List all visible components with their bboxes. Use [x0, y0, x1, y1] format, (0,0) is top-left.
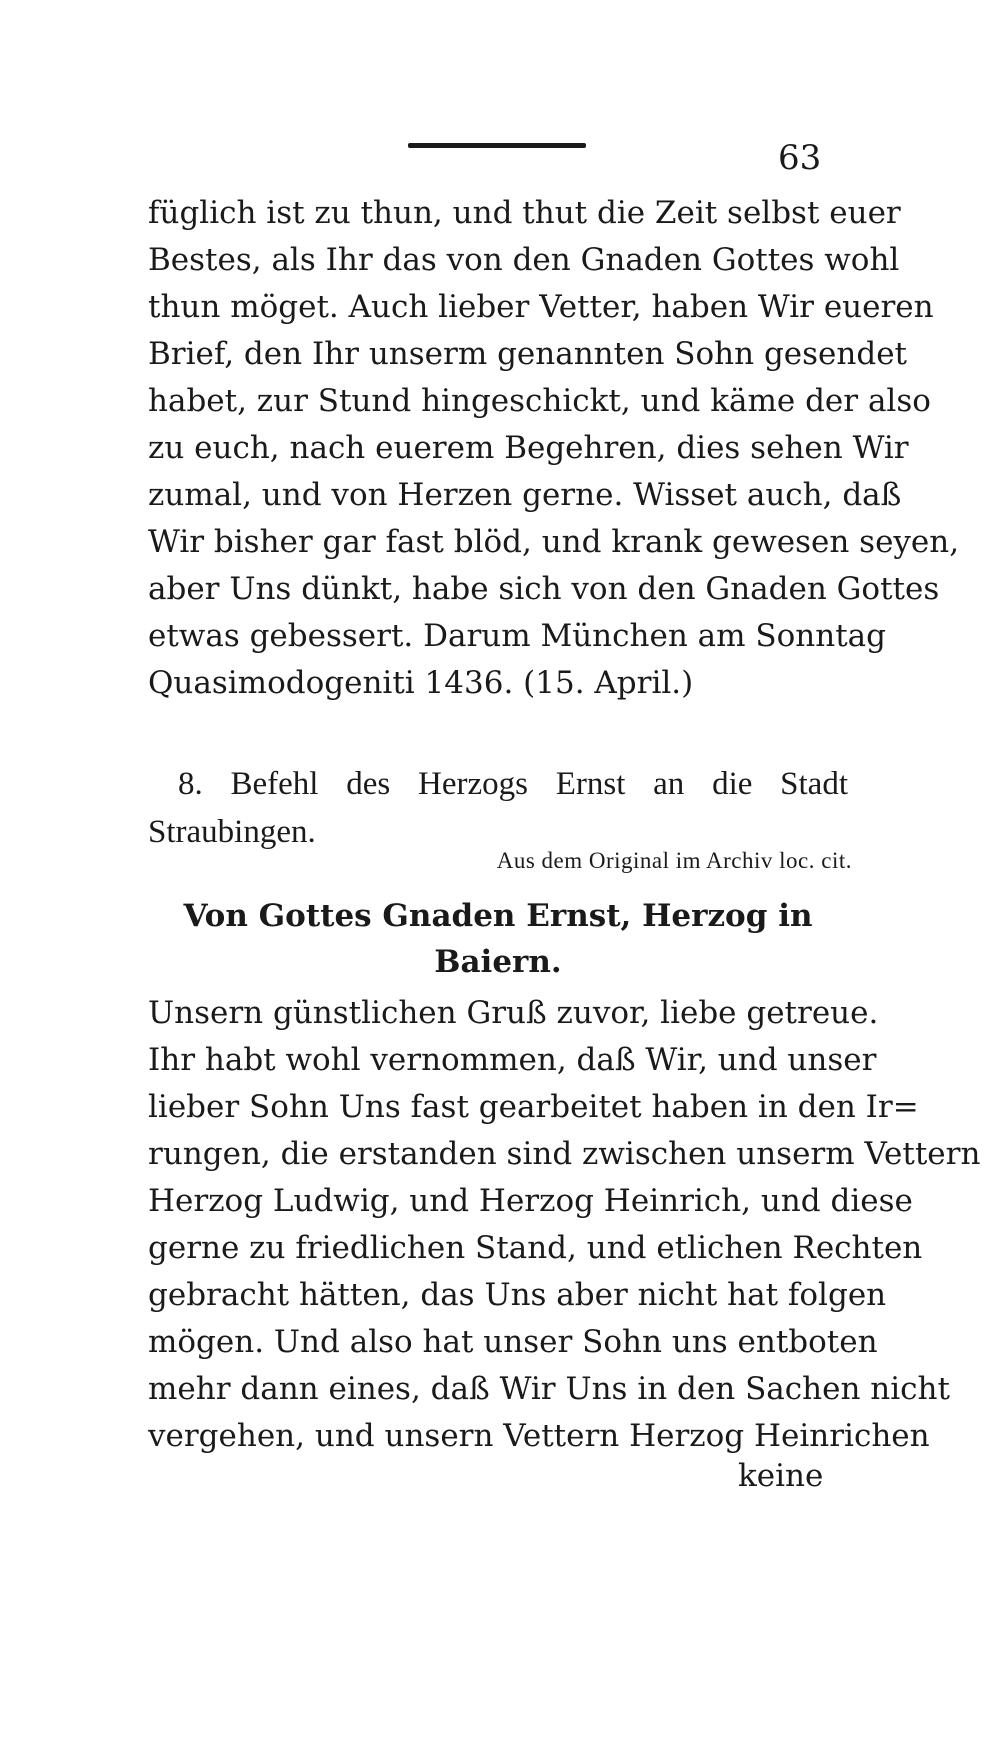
text-line: aber Uns dünkt, habe sich von den Gnaden Gottes: [148, 571, 940, 607]
text-line: zumal, und von Herzen gerne. Wisset auch, daß: [148, 477, 902, 513]
text-line: habet, zur Stund hingeschickt, und käme der also: [148, 383, 931, 419]
text-line: rungen, die erstanden sind zwischen unserm Vettern: [148, 1136, 981, 1172]
text-line: gerne zu friedlichen Stand, und etlichen Rechten: [148, 1230, 923, 1266]
section-heading: [148, 760, 848, 856]
text-line: lieber Sohn Uns fast gearbeitet haben in den Ir=: [148, 1089, 919, 1125]
text-line: etwas gebessert. Darum München am Sonntag: [148, 618, 886, 654]
text-line: Ihr habt wohl vernommen, daß Wir, und unser: [148, 1042, 877, 1078]
text-line: füglich ist zu thun, und thut die Zeit selbst euer: [148, 195, 901, 231]
text-line: gebracht hätten, das Uns aber nicht hat folgen: [148, 1277, 887, 1313]
catchword: keine: [738, 1458, 824, 1494]
top-paragraph: [148, 190, 960, 707]
body-paragraph: [148, 990, 981, 1460]
title-line: Von Gottes Gnaden Ernst, Herzog in: [183, 898, 813, 934]
text-line: mögen. Und also hat unser Sohn uns entboten: [148, 1324, 878, 1360]
text-line: thun möget. Auch lieber Vetter, haben Wir eueren: [148, 289, 934, 325]
document-title: [148, 893, 848, 985]
heading-line: 8. Befehl des Herzogs Ernst an die Stadt: [178, 766, 848, 802]
text-line: Brief, den Ihr unserm genannten Sohn gesendet: [148, 336, 908, 372]
text-line: Quasimodogeniti 1436. (15. April.): [148, 665, 694, 701]
text-line: mehr dann eines, daß Wir Uns in den Sachen nicht: [148, 1371, 950, 1407]
page-number: 63: [778, 138, 822, 178]
header-rule: [408, 143, 586, 148]
text-line: Wir bisher gar fast blöd, und krank gewesen seyen,: [148, 524, 960, 560]
text-line: zu euch, nach euerem Begehren, dies sehen Wir: [148, 430, 909, 466]
heading-line: Straubingen.: [148, 814, 316, 850]
text-line: Bestes, als Ihr das von den Gnaden Gottes wohl: [148, 242, 900, 278]
title-line: Baiern.: [434, 944, 562, 980]
source-note: Aus dem Original im Archiv loc. cit.: [496, 848, 852, 873]
text-line: Herzog Ludwig, und Herzog Heinrich, und diese: [148, 1183, 913, 1219]
text-line: Unsern günstlichen Gruß zuvor, liebe getreue.: [148, 995, 879, 1031]
text-line: vergehen, und unsern Vettern Herzog Heinrichen: [148, 1418, 930, 1454]
